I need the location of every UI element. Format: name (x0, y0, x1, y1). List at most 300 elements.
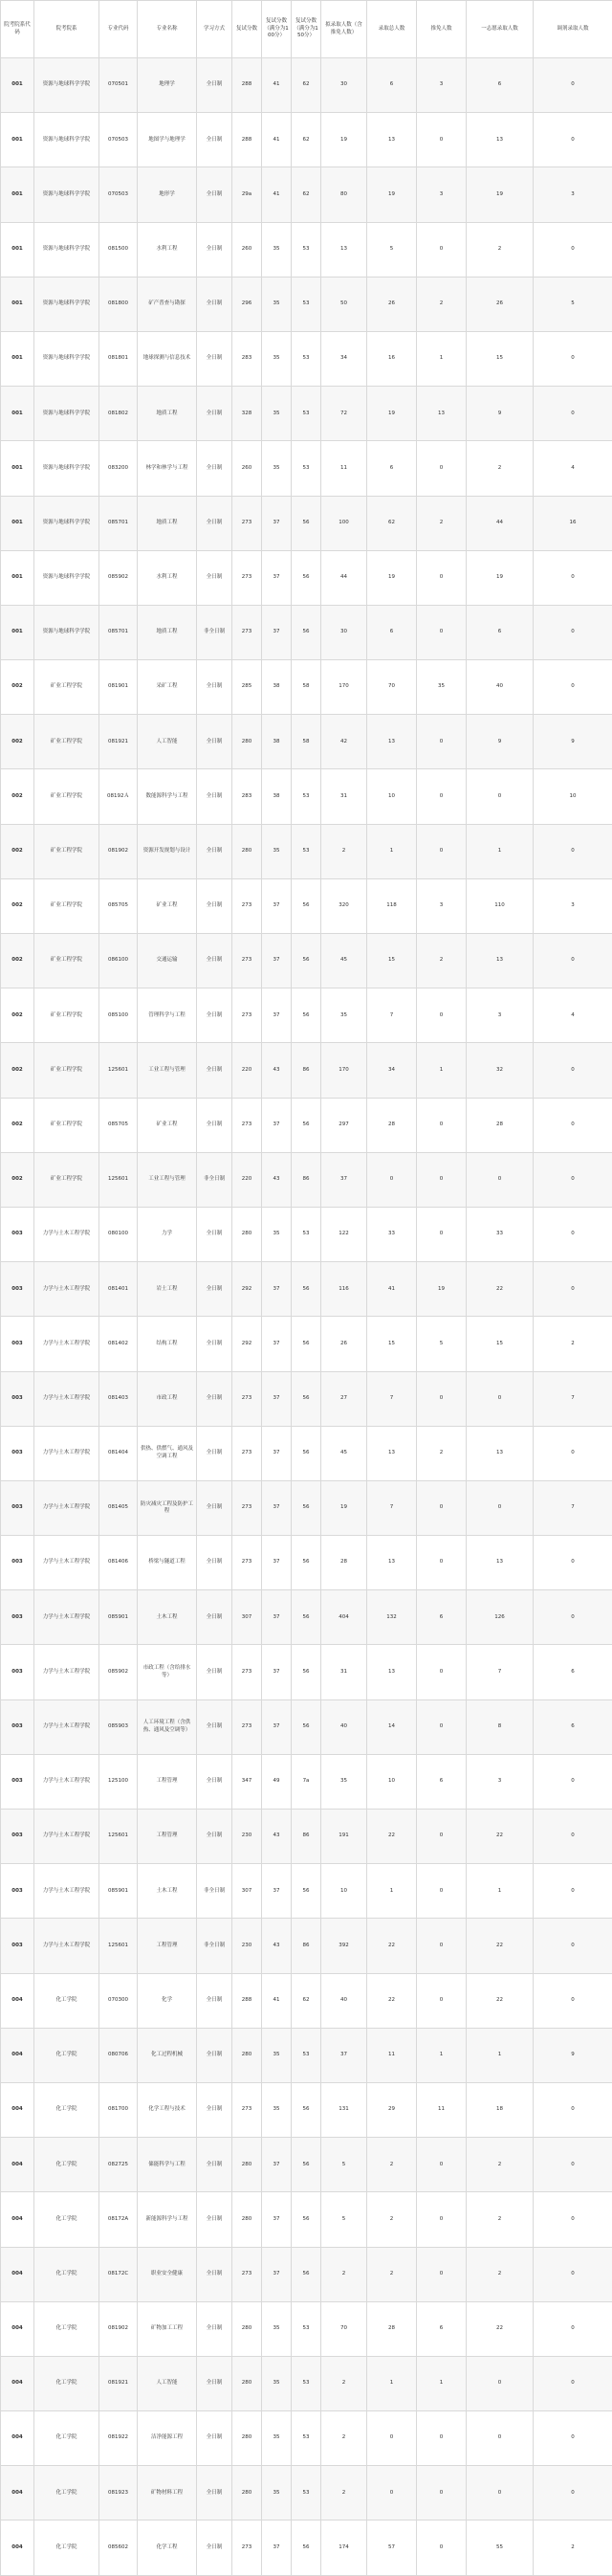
cell-major-name: 工业工程与管理 (138, 1152, 197, 1207)
cell-first-choice-count: 2 (467, 2192, 534, 2247)
cell-study-mode: 全日制 (197, 58, 232, 113)
cell-planned-count: 116 (321, 1262, 367, 1317)
cell-exempt-count: 0 (417, 1919, 467, 1973)
cell-first-choice-count: 2 (467, 2138, 534, 2192)
cell-score-100: 37 (262, 1864, 292, 1919)
cell-adjusted-count: 0 (534, 605, 612, 659)
cell-score-100: 41 (262, 113, 292, 167)
cell-retest-score: 273 (232, 1371, 262, 1426)
cell-retest-score: 273 (232, 1536, 262, 1590)
cell-planned-count: 45 (321, 934, 367, 988)
cell-dept-name: 化工学院 (34, 2466, 99, 2520)
cell-score-150: 53 (292, 2466, 321, 2520)
cell-dept-code: 002 (1, 988, 34, 1043)
cell-exempt-count: 0 (417, 1810, 467, 1864)
cell-major-code: 081922 (99, 2411, 138, 2466)
cell-study-mode: 全日制 (197, 1098, 232, 1152)
cell-score-150: 58 (292, 660, 321, 715)
cell-adjusted-count: 0 (534, 1919, 612, 1973)
table-row (1, 2082, 612, 2137)
cell-dept-name: 资源与地球科学学院 (34, 331, 99, 386)
cell-exempt-count: 6 (417, 1754, 467, 1809)
cell-study-mode: 全日制 (197, 1207, 232, 1261)
cell-first-choice-count: 40 (467, 660, 534, 715)
cell-score-100: 38 (262, 769, 292, 824)
cell-planned-count: 320 (321, 878, 367, 933)
cell-dept-code: 003 (1, 1207, 34, 1261)
cell-dept-name: 矿业工程学院 (34, 878, 99, 933)
cell-major-code: 085705 (99, 1098, 138, 1152)
cell-admitted-total: 13 (367, 1426, 417, 1480)
cell-adjusted-count: 0 (534, 824, 612, 878)
cell-score-150: 53 (292, 2356, 321, 2410)
cell-score-100: 37 (262, 1480, 292, 1535)
cell-first-choice-count: 2 (467, 222, 534, 277)
cell-dept-code: 001 (1, 58, 34, 113)
cell-first-choice-count: 13 (467, 934, 534, 988)
cell-first-choice-count: 22 (467, 1919, 534, 1973)
cell-major-name: 洁净能源工程 (138, 2411, 197, 2466)
cell-score-100: 35 (262, 1207, 292, 1261)
cell-study-mode: 全日制 (197, 167, 232, 222)
cell-adjusted-count: 0 (534, 58, 612, 113)
cell-study-mode: 全日制 (197, 1810, 232, 1864)
cell-major-name: 化学工程 (138, 2520, 197, 2575)
cell-dept-code: 004 (1, 2138, 34, 2192)
cell-first-choice-count: 55 (467, 2520, 534, 2575)
cell-dept-name: 化工学院 (34, 2247, 99, 2301)
cell-dept-name: 力学与土木工程学院 (34, 1207, 99, 1261)
cell-exempt-count: 0 (417, 1371, 467, 1426)
cell-dept-name: 力学与土木工程学院 (34, 1810, 99, 1864)
cell-dept-name: 资源与地球科学学院 (34, 441, 99, 496)
cell-score-150: 56 (292, 988, 321, 1043)
cell-admitted-total: 7 (367, 988, 417, 1043)
cell-admitted-total: 15 (367, 1317, 417, 1371)
cell-major-code: 081901 (99, 660, 138, 715)
cell-major-name: 人工智能 (138, 2356, 197, 2410)
table-row (1, 1536, 612, 1590)
cell-first-choice-count: 0 (467, 2466, 534, 2520)
cell-first-choice-count: 3 (467, 1754, 534, 1809)
cell-score-150: 86 (292, 1919, 321, 1973)
cell-major-name: 桥梁与隧道工程 (138, 1536, 197, 1590)
cell-study-mode: 全日制 (197, 2411, 232, 2466)
cell-score-100: 37 (262, 988, 292, 1043)
cell-study-mode: 全日制 (197, 1699, 232, 1754)
table-row (1, 1699, 612, 1754)
cell-major-code: 085100 (99, 988, 138, 1043)
cell-first-choice-count: 9 (467, 387, 534, 441)
cell-planned-count: 26 (321, 1317, 367, 1371)
cell-dept-name: 力学与土木工程学院 (34, 1262, 99, 1317)
cell-major-code: 070503 (99, 113, 138, 167)
table-row (1, 2411, 612, 2466)
cell-score-150: 56 (292, 605, 321, 659)
cell-major-code: 081406 (99, 1536, 138, 1590)
cell-dept-code: 003 (1, 1645, 34, 1699)
cell-admitted-total: 57 (367, 2520, 417, 2575)
cell-study-mode: 全日制 (197, 1754, 232, 1809)
cell-exempt-count: 0 (417, 1098, 467, 1152)
cell-score-100: 37 (262, 878, 292, 933)
cell-major-code: 085701 (99, 605, 138, 659)
cell-score-100: 35 (262, 824, 292, 878)
column-header-retest-score: 复试分数 (232, 1, 262, 58)
cell-major-name: 防灾减灾工程及防护工程 (138, 1480, 197, 1535)
cell-major-code: 125601 (99, 1919, 138, 1973)
cell-dept-code: 004 (1, 2301, 34, 2356)
cell-score-150: 62 (292, 113, 321, 167)
cell-exempt-count: 0 (417, 2411, 467, 2466)
cell-dept-name: 力学与土木工程学院 (34, 1645, 99, 1699)
cell-study-mode: 全日制 (197, 660, 232, 715)
cell-retest-score: 280 (232, 2466, 262, 2520)
cell-major-code: 080706 (99, 2028, 138, 2082)
cell-dept-code: 003 (1, 1810, 34, 1864)
cell-score-150: 62 (292, 58, 321, 113)
cell-major-name: 地质工程 (138, 387, 197, 441)
cell-dept-code: 004 (1, 2466, 34, 2520)
cell-dept-code: 002 (1, 1043, 34, 1098)
cell-first-choice-count: 2 (467, 441, 534, 496)
cell-exempt-count: 3 (417, 878, 467, 933)
cell-score-150: 56 (292, 1699, 321, 1754)
cell-major-code: 085705 (99, 878, 138, 933)
cell-score-150: 56 (292, 2192, 321, 2247)
cell-first-choice-count: 7 (467, 1645, 534, 1699)
cell-exempt-count: 35 (417, 660, 467, 715)
cell-exempt-count: 3 (417, 58, 467, 113)
cell-adjusted-count: 9 (534, 2028, 612, 2082)
cell-major-code: 08172A (99, 2192, 138, 2247)
cell-score-150: 62 (292, 167, 321, 222)
cell-first-choice-count: 0 (467, 1152, 534, 1207)
cell-exempt-count: 0 (417, 1480, 467, 1535)
cell-dept-code: 001 (1, 550, 34, 605)
cell-score-100: 35 (262, 331, 292, 386)
cell-first-choice-count: 1 (467, 824, 534, 878)
cell-retest-score: 273 (232, 1645, 262, 1699)
table-row (1, 441, 612, 496)
cell-study-mode: 全日制 (197, 878, 232, 933)
cell-first-choice-count: 2 (467, 2247, 534, 2301)
cell-admitted-total: 13 (367, 1536, 417, 1590)
table-row (1, 1480, 612, 1535)
cell-score-100: 37 (262, 934, 292, 988)
cell-admitted-total: 29 (367, 2082, 417, 2137)
cell-exempt-count: 0 (417, 113, 467, 167)
cell-score-100: 43 (262, 1152, 292, 1207)
table-row (1, 1098, 612, 1152)
cell-exempt-count: 2 (417, 1426, 467, 1480)
cell-major-name: 人工环境工程（含供热、通风及空调等） (138, 1699, 197, 1754)
cell-major-code: 082725 (99, 2138, 138, 2192)
cell-planned-count: 2 (321, 2466, 367, 2520)
cell-dept-name: 资源与地球科学学院 (34, 605, 99, 659)
cell-retest-score: 280 (232, 715, 262, 769)
table-row (1, 1754, 612, 1809)
cell-dept-name: 资源与地球科学学院 (34, 550, 99, 605)
cell-retest-score: 273 (232, 2082, 262, 2137)
cell-first-choice-count: 1 (467, 1864, 534, 1919)
cell-adjusted-count: 2 (534, 1317, 612, 1371)
cell-dept-code: 002 (1, 660, 34, 715)
cell-major-name: 市政工程（含给排水等） (138, 1645, 197, 1699)
table-row (1, 1645, 612, 1699)
cell-retest-score: 273 (232, 988, 262, 1043)
cell-dept-code: 003 (1, 1536, 34, 1590)
table-row (1, 1864, 612, 1919)
cell-score-100: 35 (262, 222, 292, 277)
cell-score-100: 37 (262, 496, 292, 550)
cell-score-150: 56 (292, 1317, 321, 1371)
cell-score-150: 56 (292, 1098, 321, 1152)
cell-dept-name: 矿业工程学院 (34, 1152, 99, 1207)
cell-dept-name: 资源与地球科学学院 (34, 222, 99, 277)
column-header-major-name: 专业名称 (138, 1, 197, 58)
cell-score-100: 37 (262, 605, 292, 659)
cell-retest-score: 260 (232, 222, 262, 277)
cell-dept-code: 004 (1, 2520, 34, 2575)
cell-study-mode: 全日制 (197, 1317, 232, 1371)
table-row (1, 878, 612, 933)
cell-admitted-total: 7 (367, 1371, 417, 1426)
cell-planned-count: 30 (321, 605, 367, 659)
cell-adjusted-count: 7 (534, 1480, 612, 1535)
cell-dept-name: 矿业工程学院 (34, 769, 99, 824)
cell-major-code: 080100 (99, 1207, 138, 1261)
cell-planned-count: 2 (321, 2247, 367, 2301)
cell-adjusted-count: 0 (534, 331, 612, 386)
cell-admitted-total: 22 (367, 1919, 417, 1973)
cell-retest-score: 288 (232, 58, 262, 113)
cell-major-code: 085902 (99, 1645, 138, 1699)
cell-first-choice-count: 18 (467, 2082, 534, 2137)
cell-admitted-total: 1 (367, 2356, 417, 2410)
cell-major-name: 储能科学与工程 (138, 2138, 197, 2192)
cell-study-mode: 全日制 (197, 988, 232, 1043)
cell-major-code: 081921 (99, 715, 138, 769)
cell-score-100: 37 (262, 2192, 292, 2247)
cell-study-mode: 全日制 (197, 1262, 232, 1317)
cell-first-choice-count: 0 (467, 2356, 534, 2410)
cell-dept-name: 力学与土木工程学院 (34, 1536, 99, 1590)
cell-study-mode: 全日制 (197, 1973, 232, 2028)
cell-score-150: 53 (292, 1207, 321, 1261)
cell-planned-count: 45 (321, 1426, 367, 1480)
cell-score-100: 37 (262, 1536, 292, 1590)
cell-major-code: 081902 (99, 2301, 138, 2356)
cell-score-150: 53 (292, 769, 321, 824)
cell-adjusted-count: 0 (534, 2082, 612, 2137)
cell-score-150: 58 (292, 715, 321, 769)
cell-retest-score: 273 (232, 934, 262, 988)
cell-adjusted-count: 6 (534, 1699, 612, 1754)
cell-exempt-count: 0 (417, 2192, 467, 2247)
cell-study-mode: 全日制 (197, 2247, 232, 2301)
table-row (1, 1973, 612, 2028)
cell-major-code: 070503 (99, 167, 138, 222)
cell-retest-score: 280 (232, 824, 262, 878)
cell-first-choice-count: 0 (467, 1480, 534, 1535)
cell-score-100: 41 (262, 1973, 292, 2028)
cell-major-name: 土木工程 (138, 1590, 197, 1645)
cell-score-100: 35 (262, 387, 292, 441)
cell-score-100: 38 (262, 660, 292, 715)
cell-dept-name: 力学与土木工程学院 (34, 1480, 99, 1535)
cell-dept-name: 化工学院 (34, 2356, 99, 2410)
cell-score-100: 38 (262, 715, 292, 769)
table-row (1, 2192, 612, 2247)
cell-dept-code: 003 (1, 1919, 34, 1973)
cell-first-choice-count: 6 (467, 58, 534, 113)
cell-retest-score: 328 (232, 387, 262, 441)
cell-first-choice-count: 19 (467, 550, 534, 605)
cell-score-150: 53 (292, 824, 321, 878)
cell-dept-name: 矿业工程学院 (34, 988, 99, 1043)
cell-dept-code: 001 (1, 605, 34, 659)
cell-admitted-total: 0 (367, 1152, 417, 1207)
cell-dept-name: 资源与地球科学学院 (34, 387, 99, 441)
cell-major-code: 081923 (99, 2466, 138, 2520)
table-row (1, 1810, 612, 1864)
cell-exempt-count: 11 (417, 2082, 467, 2137)
cell-adjusted-count: 0 (534, 222, 612, 277)
cell-dept-name: 化工学院 (34, 2028, 99, 2082)
cell-dept-name: 化工学院 (34, 1973, 99, 2028)
cell-admitted-total: 6 (367, 441, 417, 496)
cell-study-mode: 全日制 (197, 331, 232, 386)
cell-score-150: 56 (292, 1536, 321, 1590)
table-row (1, 1262, 612, 1317)
cell-planned-count: 35 (321, 988, 367, 1043)
cell-major-code: 085901 (99, 1864, 138, 1919)
cell-study-mode: 全日制 (197, 2138, 232, 2192)
cell-score-100: 37 (262, 2520, 292, 2575)
cell-score-100: 43 (262, 1919, 292, 1973)
cell-study-mode: 全日制 (197, 1426, 232, 1480)
cell-study-mode: 全日制 (197, 441, 232, 496)
cell-major-name: 工程管理 (138, 1919, 197, 1973)
cell-major-name: 林学和林学与工程 (138, 441, 197, 496)
cell-planned-count: 122 (321, 1207, 367, 1261)
cell-first-choice-count: 13 (467, 113, 534, 167)
cell-exempt-count: 1 (417, 331, 467, 386)
cell-major-code: 085901 (99, 1590, 138, 1645)
cell-major-name: 地理学 (138, 58, 197, 113)
cell-planned-count: 28 (321, 1536, 367, 1590)
cell-admitted-total: 19 (367, 387, 417, 441)
cell-adjusted-count: 4 (534, 441, 612, 496)
cell-exempt-count: 0 (417, 715, 467, 769)
cell-dept-code: 003 (1, 1371, 34, 1426)
cell-score-100: 37 (262, 1098, 292, 1152)
cell-major-name: 地质工程 (138, 605, 197, 659)
cell-study-mode: 全日制 (197, 1480, 232, 1535)
table-row (1, 1371, 612, 1426)
cell-score-100: 35 (262, 2356, 292, 2410)
cell-major-name: 地图学与地理学 (138, 113, 197, 167)
cell-exempt-count: 0 (417, 1973, 467, 2028)
cell-planned-count: 170 (321, 660, 367, 715)
cell-adjusted-count: 0 (534, 113, 612, 167)
cell-score-150: 56 (292, 1864, 321, 1919)
cell-score-100: 35 (262, 2301, 292, 2356)
cell-major-name: 化学 (138, 1973, 197, 2028)
cell-admitted-total: 7 (367, 1480, 417, 1535)
cell-study-mode: 全日制 (197, 2082, 232, 2137)
cell-exempt-count: 0 (417, 1864, 467, 1919)
cell-planned-count: 19 (321, 1480, 367, 1535)
cell-dept-code: 003 (1, 1317, 34, 1371)
cell-retest-score: 280 (232, 1207, 262, 1261)
cell-first-choice-count: 19 (467, 167, 534, 222)
cell-adjusted-count: 0 (534, 1810, 612, 1864)
cell-score-100: 37 (262, 1317, 292, 1371)
cell-dept-name: 化工学院 (34, 2520, 99, 2575)
table-row (1, 222, 612, 277)
cell-planned-count: 297 (321, 1098, 367, 1152)
cell-admitted-total: 6 (367, 58, 417, 113)
cell-admitted-total: 41 (367, 1262, 417, 1317)
table-row (1, 2356, 612, 2410)
cell-dept-code: 002 (1, 715, 34, 769)
cell-score-150: 56 (292, 934, 321, 988)
cell-admitted-total: 2 (367, 2192, 417, 2247)
cell-retest-score: 280 (232, 2028, 262, 2082)
cell-first-choice-count: 15 (467, 1317, 534, 1371)
cell-exempt-count: 3 (417, 167, 467, 222)
cell-score-150: 56 (292, 2138, 321, 2192)
cell-planned-count: 2 (321, 824, 367, 878)
cell-retest-score: 288 (232, 113, 262, 167)
cell-score-150: 53 (292, 331, 321, 386)
table-row (1, 1317, 612, 1371)
cell-study-mode: 全日制 (197, 769, 232, 824)
cell-dept-code: 003 (1, 1864, 34, 1919)
cell-adjusted-count: 0 (534, 660, 612, 715)
cell-admitted-total: 28 (367, 1098, 417, 1152)
cell-admitted-total: 11 (367, 2028, 417, 2082)
cell-dept-name: 矿业工程学院 (34, 824, 99, 878)
cell-dept-code: 004 (1, 2192, 34, 2247)
cell-adjusted-count: 9 (534, 715, 612, 769)
cell-score-150: 7a (292, 1754, 321, 1809)
table-row (1, 1207, 612, 1261)
cell-first-choice-count: 126 (467, 1590, 534, 1645)
cell-dept-name: 化工学院 (34, 2301, 99, 2356)
cell-major-name: 地球探测与信息技术 (138, 331, 197, 386)
cell-study-mode: 全日制 (197, 222, 232, 277)
table-row (1, 277, 612, 331)
cell-admitted-total: 62 (367, 496, 417, 550)
cell-retest-score: 296 (232, 277, 262, 331)
cell-retest-score: 280 (232, 2301, 262, 2356)
cell-dept-code: 001 (1, 222, 34, 277)
cell-major-name: 矿物加工工程 (138, 2301, 197, 2356)
cell-score-100: 43 (262, 1810, 292, 1864)
cell-first-choice-count: 44 (467, 496, 534, 550)
cell-dept-code: 002 (1, 1152, 34, 1207)
cell-exempt-count: 0 (417, 1536, 467, 1590)
cell-study-mode: 全日制 (197, 2466, 232, 2520)
cell-dept-name: 矿业工程学院 (34, 660, 99, 715)
cell-dept-code: 001 (1, 441, 34, 496)
cell-first-choice-count: 110 (467, 878, 534, 933)
cell-planned-count: 34 (321, 331, 367, 386)
cell-score-100: 37 (262, 2138, 292, 2192)
